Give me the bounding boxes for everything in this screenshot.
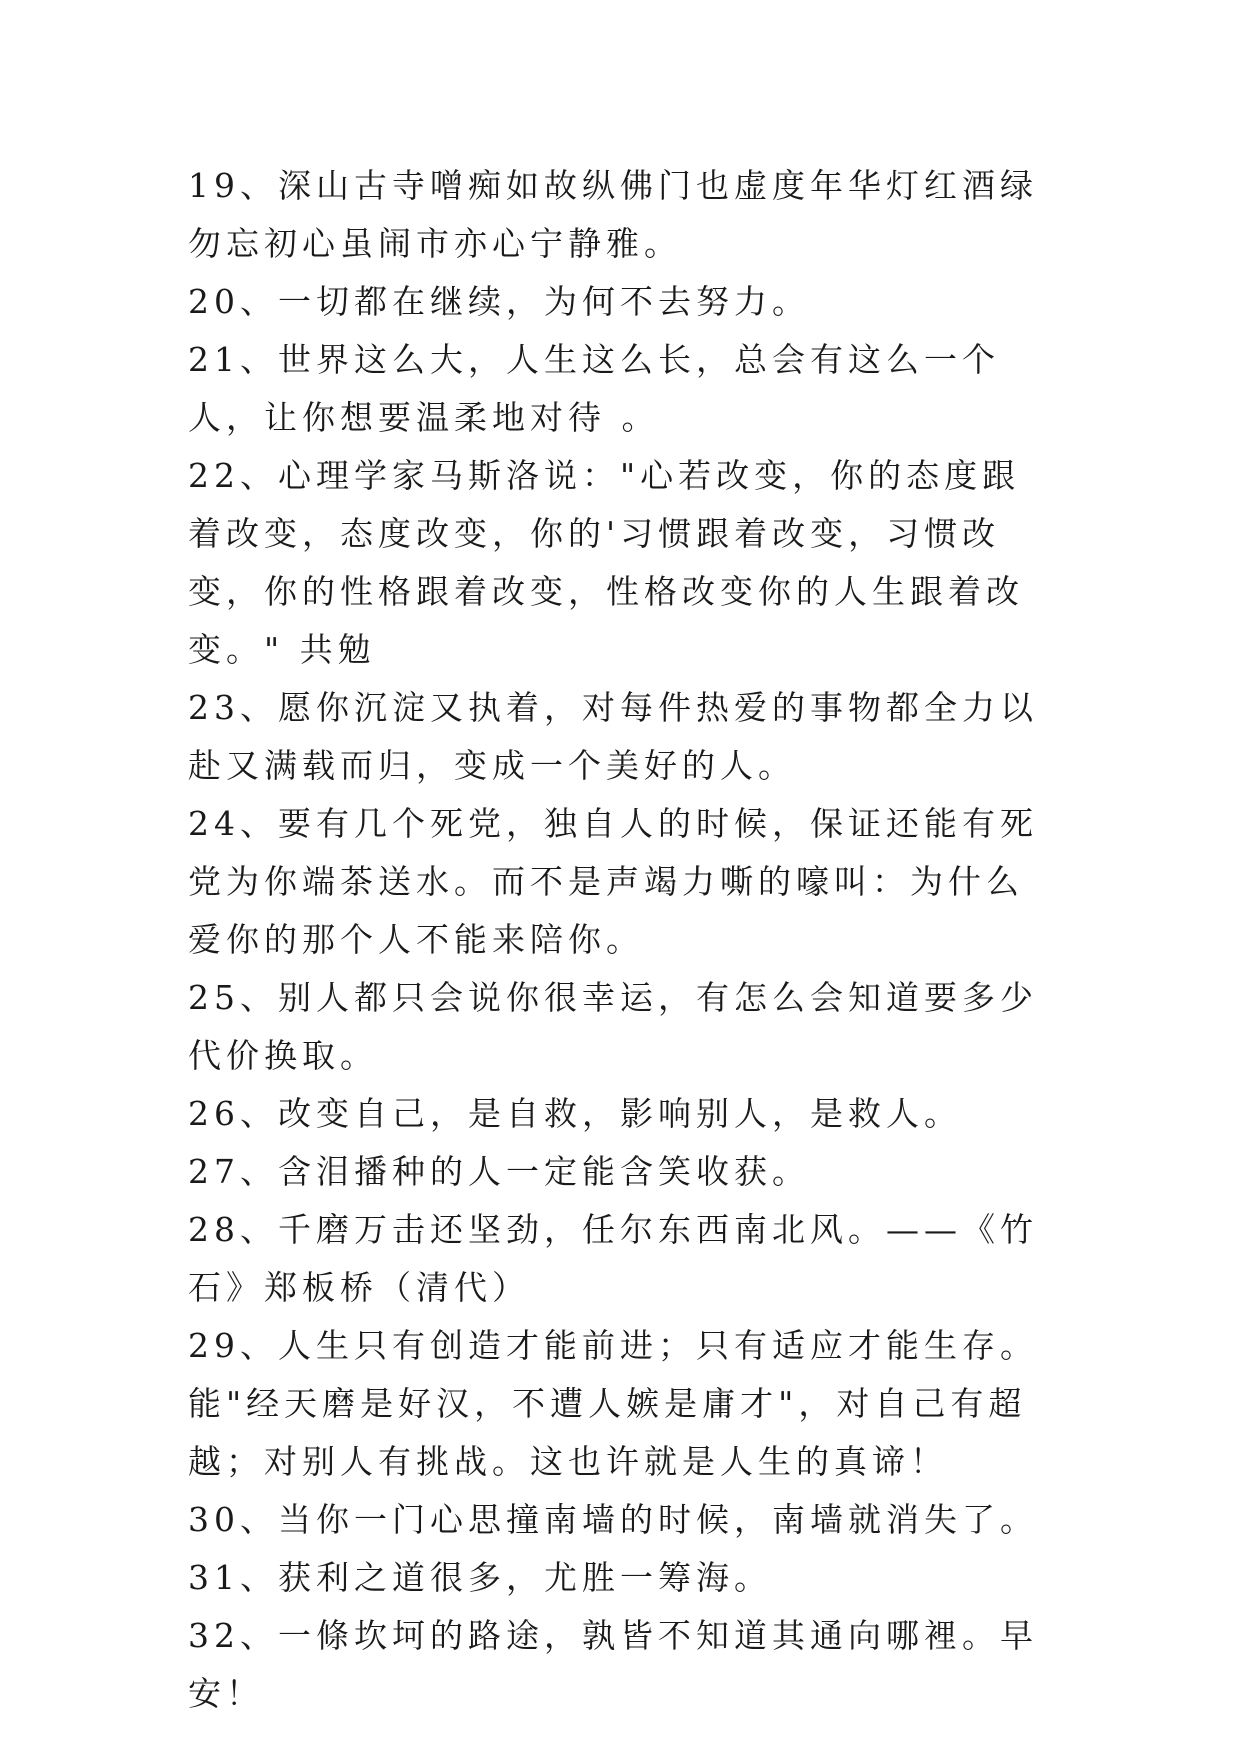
document-body bbox=[188, 157, 1050, 1723]
quote-entry-23: 23、愿你沉淀又执着，对每件热爱的事物都全力以赴又满载而归，变成一个美好的人。 bbox=[188, 688, 1038, 785]
quote-entry-26: 26、改变自己，是自救，影响别人，是救人。 bbox=[188, 1094, 962, 1133]
quote-entry-22: 22、心理学家马斯洛说："心若改变，你的态度跟着改变，态度改变，你的'习惯跟着改变，习惯改变，你的性格跟着改变，性格改变你的人生跟着改变。" 共勉 bbox=[188, 456, 1024, 669]
quote-entry-30: 30、当你一门心思撞南墙的时候，南墙就消失了。 bbox=[188, 1500, 1038, 1539]
quote-entry-19: 19、深山古寺噌痴如故纵佛门也虚度年华灯红酒绿勿忘初心虽闹市亦心宁静雅。 bbox=[188, 166, 1038, 263]
quote-entry-21: 21、世界这么大，人生这么长，总会有这么一个人，让你想要温柔地对待 。 bbox=[188, 340, 1000, 437]
quote-entry-28: 28、千磨万击还坚劲，任尔东西南北风。——《竹石》郑板桥（清代） bbox=[188, 1210, 1038, 1307]
quote-entry-25: 25、别人都只会说你很幸运，有怎么会知道要多少代价换取。 bbox=[188, 978, 1038, 1075]
quote-entry-31: 31、获利之道很多，尤胜一筹海。 bbox=[188, 1558, 772, 1597]
quote-entry-20: 20、一切都在继续，为何不去努力。 bbox=[188, 282, 810, 321]
quote-entry-29: 29、人生只有创造才能前进；只有适应才能生存。能"经天磨是好汉，不遭人嫉是庸才"，对自己有超越；对别人有挑战。这也许就是人生的真谛！ bbox=[188, 1326, 1038, 1481]
quote-entry-24: 24、要有几个死党，独自人的时候，保证还能有死党为你端茶送水。而不是声竭力嘶的嚎叫：为什么爱你的那个人不能来陪你。 bbox=[188, 804, 1038, 959]
quote-entry-32: 32、一條坎坷的路途，孰皆不知道其通向哪裡。早安！ bbox=[188, 1616, 1038, 1713]
quote-entry-27: 27、含泪播种的人一定能含笑收获。 bbox=[188, 1152, 810, 1191]
